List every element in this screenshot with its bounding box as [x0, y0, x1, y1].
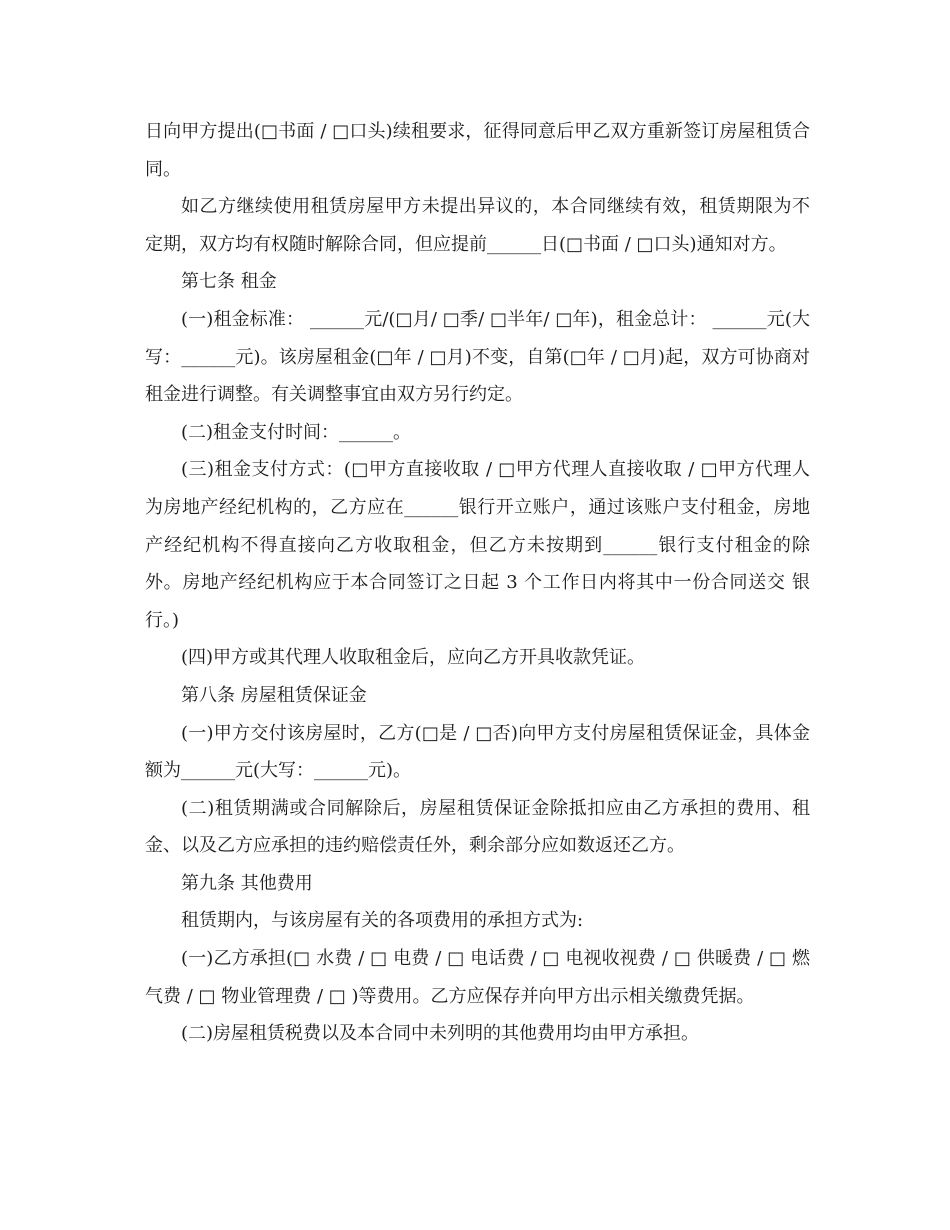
section-heading: 第九条 其他费用 [181, 872, 313, 894]
paragraph: 日向甲方提出(□书面 / □口头)续租要求，征得同意后甲乙双方重新签订房屋租赁合同。 [145, 121, 810, 180]
paragraph: (三)租金支付方式：(□甲方直接收取 / □甲方代理人直接收取 / □甲方代理人为房地产经纪机构的，乙方应在______银行开立账户，通过该账户支付租金，房地产经纪机构不得直接向乙方收取租金，但乙方未按期到______银行支付租金的除外。房地产经纪机构应于本合同签订之日起 3 个工作日内将其中一份合同送交 银行。) [145, 459, 810, 631]
paragraph: (二)房屋租赁税费以及本合同中未列明的其他费用均由甲方承担。 [181, 1023, 700, 1045]
paragraph: (一)甲方交付该房屋时，乙方(□是 / □否)向甲方支付房屋租赁保证金，具体金额为______元(大写：______元)。 [145, 722, 810, 782]
section-heading: 第八条 房屋租赁保证金 [181, 684, 367, 706]
section-heading: 第七条 租金 [181, 271, 277, 293]
paragraph: (一)乙方承担(□ 水费 / □ 电费 / □ 电话费 / □ 电视收视费 / □ 供暖费 / □ 燃气费 / □ 物业管理费 / □ )等费用。乙方应保存并向甲方出示相关缴费凭据。 [145, 948, 810, 1007]
paragraph: (二)租金支付时间：______。 [181, 421, 412, 443]
paragraph: (一)租金标准： ______元/(□月/ □季/ □半年/ □年)，租金总计： ______元(大写：______元)。该房屋租金(□年 / □月)不变，自第(□年 / □月)起，双方可协商对租金进行调整。有关调整事宜由双方另行约定。 [145, 308, 810, 406]
paragraph: 租赁期内，与该房屋有关的各项费用的承担方式为: [181, 910, 584, 932]
paragraph: (四)甲方或其代理人收取租金后，应向乙方开具收款凭证。 [181, 647, 646, 669]
document-body [145, 113, 810, 1053]
paragraph: (二)租赁期满或合同解除后，房屋租赁保证金除抵扣应由乙方承担的费用、租金、以及乙方应承担的违约赔偿责任外，剩余部分应如数返还乙方。 [145, 797, 810, 857]
paragraph: 如乙方继续使用租赁房屋甲方未提出异议的，本合同继续有效，租赁期限为不定期，双方均有权随时解除合同，但应提前______日(□书面 / □口头)通知对方。 [145, 196, 810, 255]
